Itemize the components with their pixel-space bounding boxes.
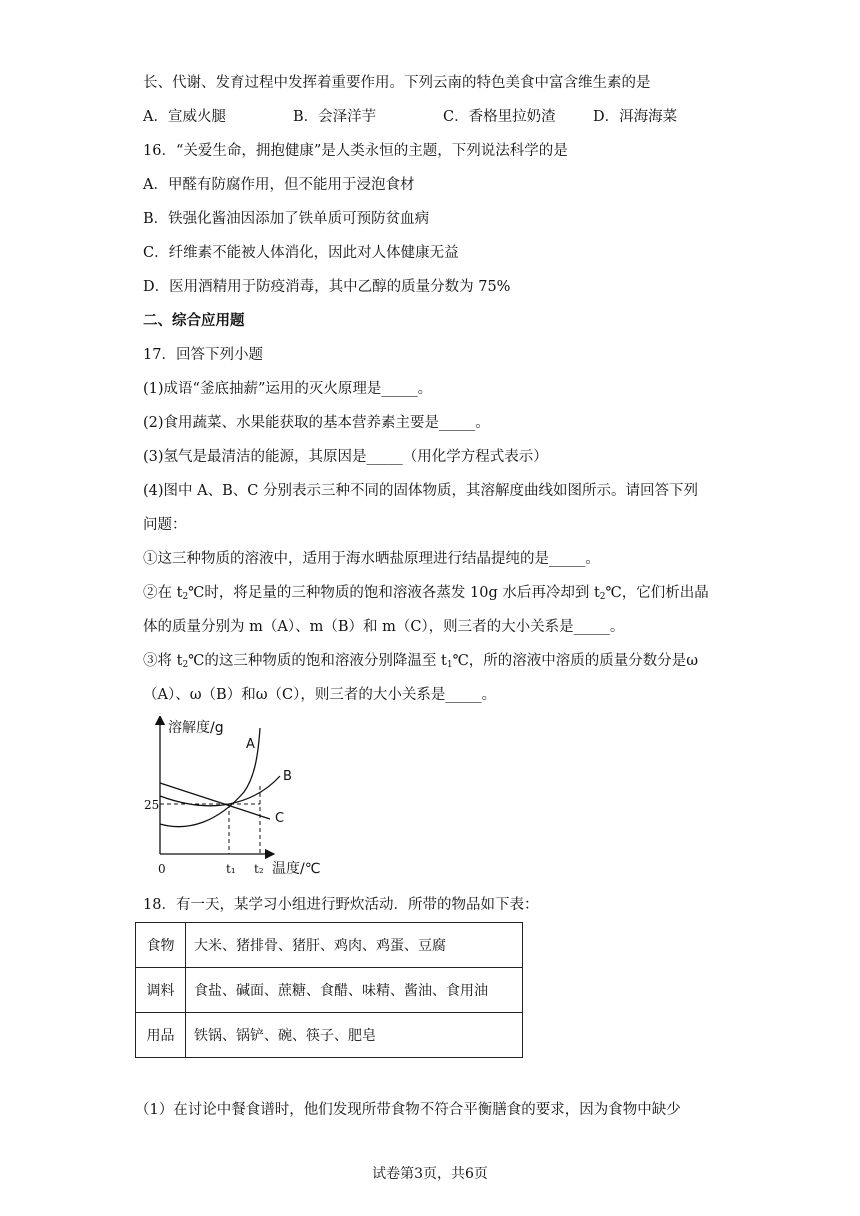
x-tick-t1: t₁ bbox=[226, 862, 236, 876]
table-cell-category: 食物 bbox=[136, 923, 186, 968]
curve-b-label: B bbox=[283, 769, 292, 784]
curve-a-label: A bbox=[246, 737, 255, 752]
q15-options bbox=[143, 107, 743, 127]
q18-stem: 18．有一天，某学习小组进行野炊活动．所带的物品如下表： bbox=[143, 897, 539, 913]
q17-part-2: (2)食用蔬菜、水果能获取的基本营养素主要是_____。 bbox=[143, 415, 490, 431]
page-footer: 试卷第3页，共6页 bbox=[372, 1166, 488, 1182]
section-heading: 二、综合应用题 bbox=[143, 312, 245, 329]
q15-option-a: A．宣威火腿 bbox=[143, 109, 226, 125]
q15-option-d: D．洱海海菜 bbox=[593, 109, 678, 125]
table-row bbox=[136, 1013, 523, 1058]
origin-label: 0 bbox=[158, 862, 166, 876]
q17-part-4-ii: ②在 $t_2℃$时，将足量的三种物质的饱和溶液各蒸发 10g 水后再冷却到 $t_2℃$，它们析出晶 bbox=[143, 585, 709, 602]
q15-option-b: B．会泽洋芋 bbox=[293, 109, 377, 125]
q16-option-c: C．纤维素不能被人体消化，因此对人体健康无益 bbox=[143, 245, 459, 261]
q17-part-4: (4)图中 A、B、C 分别表示三种不同的固体物质，其溶解度曲线如图所示。请回答下列 bbox=[143, 483, 698, 499]
table-cell-items: 食盐、碱面、蔗糖、食醋、味精、酱油、食用油 bbox=[186, 968, 523, 1013]
q17-part-4-cont: 问题： bbox=[143, 517, 187, 533]
q16-option-d: D．医用酒精用于防疫消毒，其中乙醇的质量分数为 75% bbox=[143, 279, 511, 295]
table-cell-category: 用品 bbox=[136, 1013, 186, 1058]
supplies-table bbox=[135, 922, 523, 1058]
y-axis-label: 溶解度/g bbox=[168, 720, 224, 736]
curve-c-label: C bbox=[275, 811, 285, 826]
table-cell-items: 大米、猪排骨、猪肝、鸡肉、鸡蛋、豆腐 bbox=[186, 923, 523, 968]
q17-part-1: (1)成语“釜底抽薪”运用的灭火原理是_____。 bbox=[143, 381, 433, 397]
q17-part-4-iii: ③将 $t_2℃$的这三种物质的饱和溶液分别降温至 $t_1℃$，所的溶液中溶质的质量分数分是ω bbox=[143, 653, 699, 670]
table-cell-items: 铁锅、锅铲、碗、筷子、肥皂 bbox=[186, 1013, 523, 1058]
solubility-graph bbox=[138, 716, 338, 884]
q17-part-4-ii-cont: 体的质量分别为 m（A）、m（B）和 m（C），则三者的大小关系是_____。 bbox=[143, 619, 625, 635]
q16-option-a: A．甲醛有防腐作用，但不能用于浸泡食材 bbox=[143, 177, 415, 193]
y-tick-25: 25 bbox=[144, 798, 160, 812]
q17-part-3: (3)氢气是最清洁的能源，其原因是_____（用化学方程式表示） bbox=[143, 449, 548, 465]
q17-part-4-i: ①这三种物质的溶液中，适用于海水晒盐原理进行结晶提纯的是_____。 bbox=[143, 551, 600, 567]
q15-stem-continuation: 长、代谢、发育过程中发挥着重要作用。下列云南的特色美食中富含维生素的是 bbox=[143, 75, 651, 91]
q16-option-b: B．铁强化酱油因添加了铁单质可预防贫血病 bbox=[143, 211, 430, 227]
q18-part-1: （1）在讨论中餐食谱时，他们发现所带食物不符合平衡膳食的要求，因为食物中缺少 bbox=[135, 1102, 681, 1118]
curve-b bbox=[160, 776, 280, 806]
table-cell-category: 调料 bbox=[136, 968, 186, 1013]
x-axis-label: 温度/℃ bbox=[272, 861, 321, 877]
table-row bbox=[136, 968, 523, 1013]
q17-part-4-iii-cont: （A）、ω（B）和ω（C），则三者的大小关系是_____。 bbox=[143, 687, 497, 703]
q17-stem: 17．回答下列小题 bbox=[143, 347, 263, 363]
q15-option-c: C．香格里拉奶渣 bbox=[443, 109, 556, 125]
q16-stem: 16．“关爱生命，拥抱健康”是人类永恒的主题，下列说法科学的是 bbox=[143, 143, 568, 159]
table-row bbox=[136, 923, 523, 968]
x-tick-t2: t₂ bbox=[254, 862, 264, 876]
curve-a bbox=[160, 728, 260, 827]
